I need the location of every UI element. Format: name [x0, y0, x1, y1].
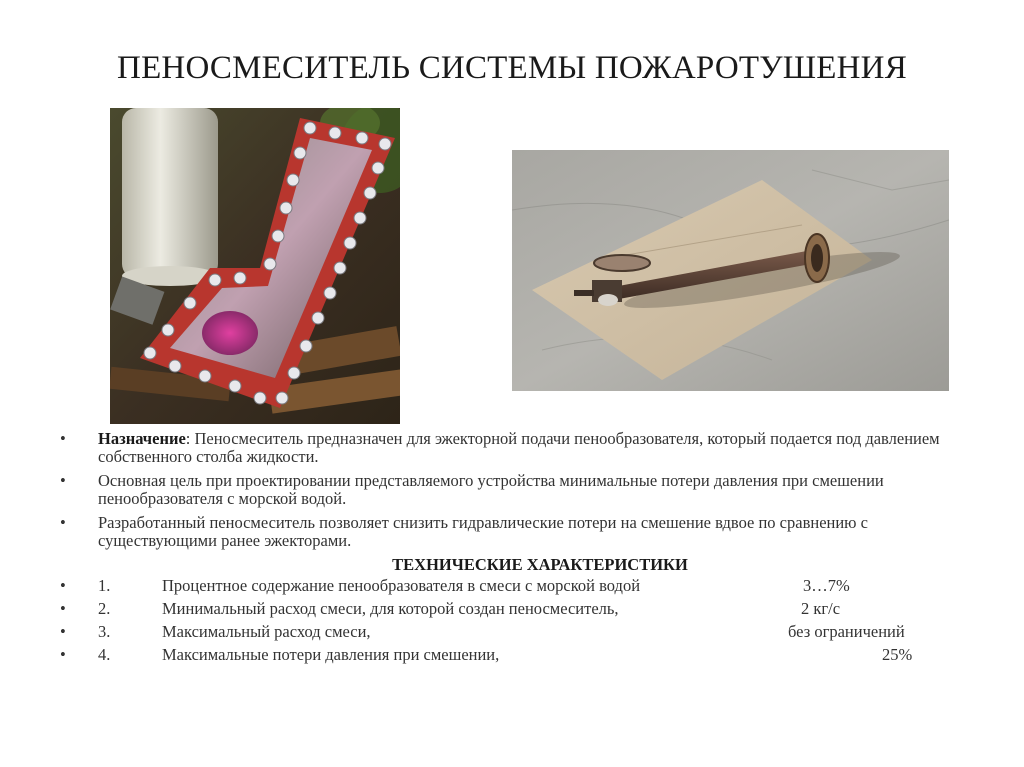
slide-title: ПЕНОСМЕСИТЕЛЬ СИСТЕМЫ ПОЖАРОТУШЕНИЯ [117, 50, 907, 86]
bullet-purpose [60, 430, 980, 466]
bullet-marker: • [60, 513, 66, 532]
bullet-lead-text: Назначение [98, 429, 186, 448]
spec-row [60, 646, 980, 665]
spec-name: Процентное содержание пенообразователя в смеси с морской водой [162, 576, 641, 595]
spec-value: без ограничений [788, 622, 905, 641]
spec-number: 3. [98, 622, 111, 641]
bullet-text: Основная цель при проектировании представляемого устройства минимальные потери давления при смешении пенообразователя с морской водой. [98, 471, 884, 508]
bullet-marker: • [60, 471, 66, 490]
body-text [60, 430, 980, 669]
bullet-marker: • [60, 645, 66, 664]
spec-row [60, 600, 980, 619]
bullet-marker: • [60, 622, 66, 641]
bullet-marker: • [60, 429, 66, 448]
bullet-advantage [60, 514, 980, 550]
spec-number: 1. [98, 576, 111, 595]
bullet-text: Разработанный пеносмеситель позволяет снизить гидравлические потери на смешение вдвое по сравнению с существующими ранее эжекторами. [98, 513, 868, 550]
spec-row [60, 623, 980, 642]
bullet-text: : Пеносмеситель предназначен для эжекторной подачи пенообразователя, который подается под давлением собственного столба жидкости. [98, 429, 940, 466]
spec-number: 4. [98, 645, 111, 664]
spec-number: 2. [98, 599, 111, 618]
spec-name: Максимальный расход смеси, [162, 622, 371, 641]
spec-value: 3…7% [803, 576, 850, 595]
bullet-main-goal [60, 472, 980, 508]
bullet-marker: • [60, 576, 66, 595]
spec-value: 2 кг/с [801, 599, 841, 618]
bullet-marker: • [60, 599, 66, 618]
spec-name: Максимальные потери давления при смешении, [162, 645, 500, 664]
foam-mixer-on-cardboard-photo [512, 150, 949, 391]
spec-value: 25% [882, 645, 913, 664]
specs-title: ТЕХНИЧЕСКИЕ ХАРАКТЕРИСТИКИ [392, 555, 688, 574]
foam-mixer-closeup-photo [110, 108, 400, 424]
spec-row [60, 577, 980, 596]
spec-name: Минимальный расход смеси, для которой создан пеносмеситель, [162, 599, 619, 618]
